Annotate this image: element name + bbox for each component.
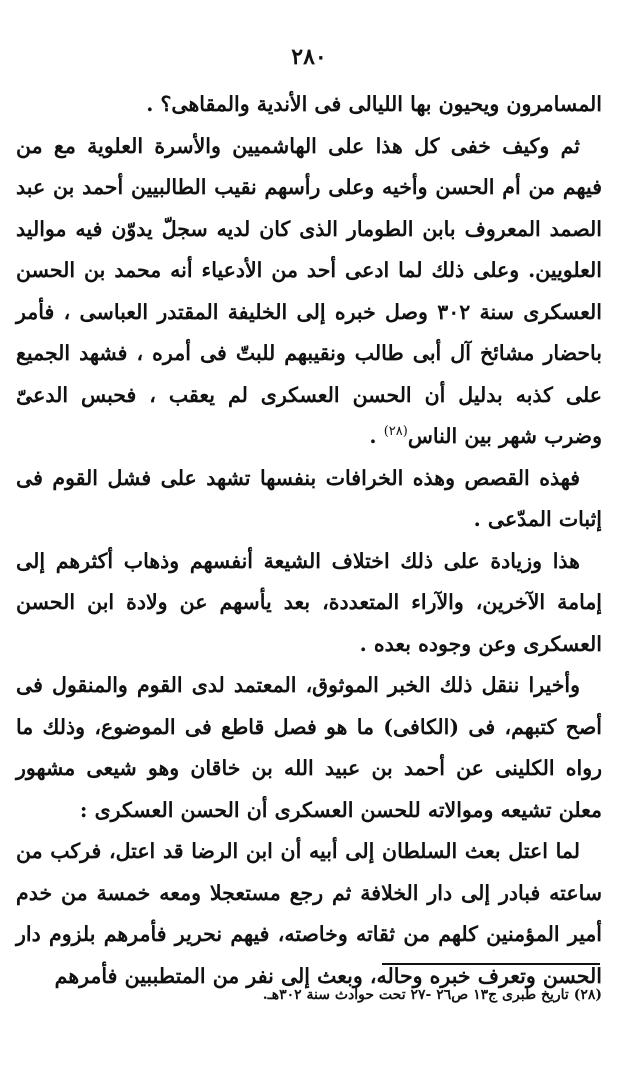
paragraph: [16, 665, 602, 831]
paragraph-tail: .: [369, 424, 384, 448]
paragraph: [16, 831, 602, 997]
paragraph: [16, 541, 602, 666]
paragraph-text: فهذه القصص وهذه الخرافات بنفسها تشهد على فشل القوم فى إثبات المدّعى .: [16, 465, 602, 531]
paragraph-text: لما اعتل بعث السلطان إلى أبيه أن ابن الرضا قد اعتل، فركب من ساعته فبادر إلى دار الخلافة ثم رجع مستعجلا ومعه خمسة من خدم أمير المؤمنين كلهم من ثقاته وخاصته، فيهم نحرير فأمرهم بلزوم دار الحسن وتعرف خبره وحاله، وبعث إلى نفر من المتطببين فأمرهم: [16, 839, 602, 988]
footnote: (٢٨) تاريخ طبرى ج١٣ ص٢٦ -٢٧ تحت حوادث سنة ٣٠٢هـ.: [262, 987, 602, 1003]
paragraph-text: هذا وزيادة على ذلك اختلاف الشيعة أنفسهم وذهاب أكثرهم إلى إمامة الآخرين، والآراء المتعددة، بعد يأسهم عن ولادة ابن الحسن العسكرى وعن وجوده بعده .: [16, 548, 602, 656]
footnote-rule: [382, 963, 600, 965]
paragraph-text: وأخيرا ننقل ذلك الخبر الموثوق، المعتمد لدى القوم والمنقول فى أصح كتبهم، فى (الكافى) ما هو فصل قاطع فى الموضوع، وذلك ما رواه الكلينى عن أحمد بن عبيد الله بن خاقان وهو شيعى مشهور معلن تشيعه وموالاته للحسن العسكرى أن الحسن العسكرى :: [16, 673, 602, 822]
paragraph-text: ثم وكيف خفى كل هذا على الهاشميين والأسرة العلوية مع من فيهم من أم الحسن وأخيه وعلى رأسهم نقيب الطالبيين أحمد بن عبد الصمد المعروف بابن الطومار الذى كان لديه سجلّ يدوّن فيه مواليد العلويين. وعلى ذلك لما ادعى أحد من الأدعياء أنه محمد بن الحسن العسكرى سنة ٣٠٢ وصل خبره إلى الخليفة المقتدر العباسى ، فأمر باحضار مشائخ آل أبى طالب ونقيبهم للبتّ فى أمره ، فشهد الجميع على كذبه بدليل أن الحسن العسكرى لم يعقب ، فحبس الدعىّ وضرب شهر بين الناس: [16, 133, 602, 448]
paragraph-text: المسامرون ويحيون بها الليالى فى الأندية والمقاهى؟ .: [146, 92, 602, 116]
page-number: ٢٨٠: [291, 44, 327, 70]
paragraph: [16, 458, 602, 541]
body-text: [16, 84, 602, 997]
paragraph: [16, 84, 602, 126]
paragraph: [16, 126, 602, 458]
footnote-reference: (٢٨): [383, 424, 408, 440]
